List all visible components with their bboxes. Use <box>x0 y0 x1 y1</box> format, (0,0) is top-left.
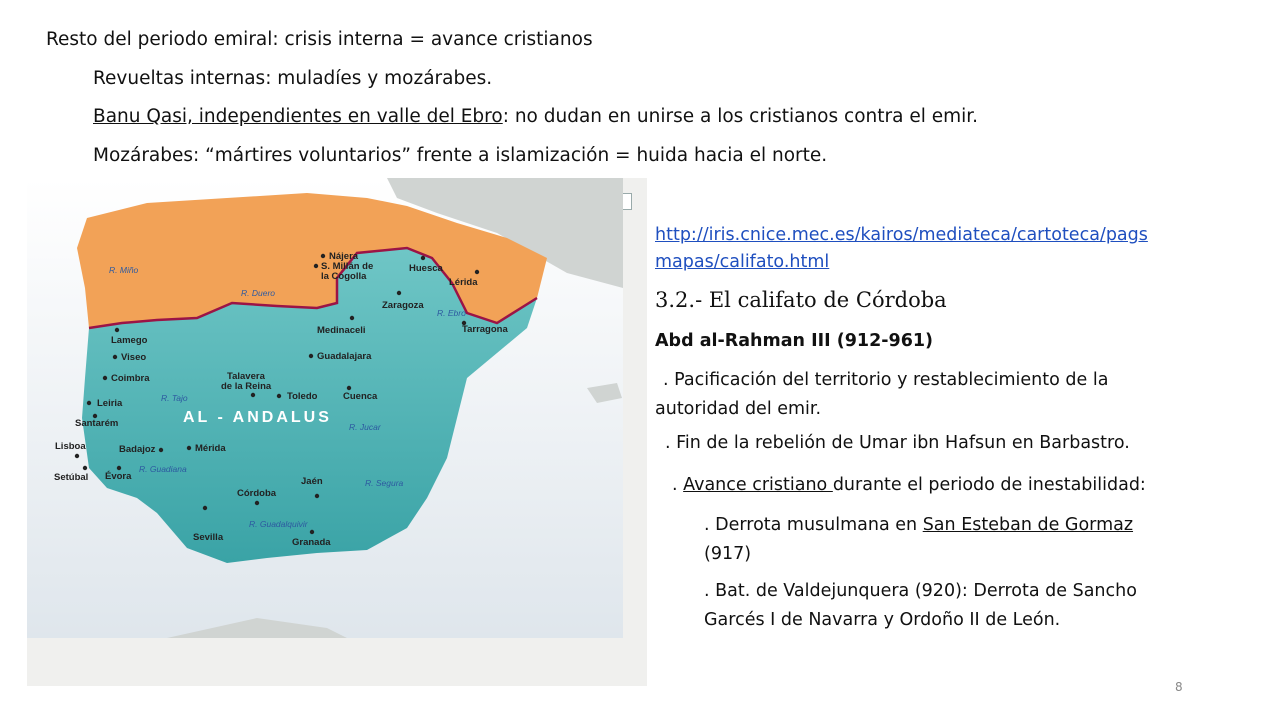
svg-text:Huesca: Huesca <box>409 263 443 274</box>
ruler-name: Abd al-Rahman III (912-961) <box>655 331 934 351</box>
svg-text:Tarragona: Tarragona <box>462 324 508 335</box>
river-tajo: R. Tajo <box>161 393 188 403</box>
svg-text:Jaén: Jaén <box>301 476 323 487</box>
iberia-map-svg <box>27 178 623 638</box>
svg-text:Lamego: Lamego <box>111 335 148 346</box>
svg-text:Toledo: Toledo <box>287 391 318 402</box>
section-heading: 3.2.- El califato de Córdoba <box>655 288 947 312</box>
river-duero: R. Duero <box>241 288 276 298</box>
river-mino: R. Miño <box>109 265 139 275</box>
point-gormaz-l2: (917) <box>704 544 752 564</box>
svg-text:Medinaceli: Medinaceli <box>317 325 366 336</box>
svg-text:Mérida: Mérida <box>195 443 226 454</box>
point-valdejunquera-l1: . Bat. de Valdejunquera (920): Derrota de Sancho <box>704 581 1137 601</box>
svg-text:Lisboa: Lisboa <box>55 441 86 452</box>
source-link-line1[interactable]: http://iris.cnice.mec.es/kairos/mediateca/cartoteca/pags <box>655 225 1148 245</box>
svg-text:Leiria: Leiria <box>97 398 123 409</box>
svg-text:la Cogolla: la Cogolla <box>321 271 367 282</box>
svg-text:Talavera: Talavera <box>227 371 265 382</box>
point-pacificacion <box>655 366 1108 424</box>
point-avance <box>672 471 1146 500</box>
point-avance-underlined: Avance cristiano <box>683 475 833 495</box>
point-valdejunquera-l2: Garcés I de Navarra y Ordoño II de León. <box>704 610 1061 630</box>
source-link[interactable] <box>655 222 1235 276</box>
bullet-revueltas: Revueltas internas: muladíes y mozárabes. <box>93 68 493 89</box>
svg-text:Granada: Granada <box>292 537 331 548</box>
svg-text:Setúbal: Setúbal <box>54 472 89 483</box>
svg-text:Cuenca: Cuenca <box>343 391 378 402</box>
river-ebro: R. Ebro <box>437 308 466 318</box>
svg-text:Viseo: Viseo <box>121 352 147 363</box>
svg-text:Badajoz: Badajoz <box>119 444 156 455</box>
svg-text:Sevilla: Sevilla <box>193 532 224 543</box>
city-san-millan <box>314 261 373 282</box>
source-link-line2[interactable]: mapas/califato.html <box>655 252 830 272</box>
svg-text:S. Millán de: S. Millán de <box>321 261 374 272</box>
map-canvas <box>27 178 647 686</box>
bullet-mozarabes: Mozárabes: “mártires voluntarios” frente a islamización = huida hacia el norte. <box>93 145 828 166</box>
svg-text:Guadalajara: Guadalajara <box>317 351 372 362</box>
svg-text:Lérida: Lérida <box>449 277 478 288</box>
svg-text:Évora: Évora <box>105 471 132 482</box>
svg-text:de la Reina: de la Reina <box>221 381 272 392</box>
gormaz-underlined: San Esteban de Gormaz <box>922 515 1134 535</box>
svg-text:Nájera: Nájera <box>329 251 359 262</box>
point-gormaz-l1: . Derrota musulmana en San Esteban de Gormaz <box>704 515 1134 535</box>
page-number: 8 <box>1175 680 1183 694</box>
river-segura: R. Segura <box>365 478 404 488</box>
point-valdejunquera <box>704 577 1137 635</box>
point-avance-dot: . <box>672 475 684 495</box>
banu-qasi-rest: : no dudan en unirse a los cristianos contra el emir. <box>502 106 979 127</box>
banu-qasi-underlined: Banu Qasi, independientes en valle del Ebro <box>93 106 503 127</box>
point-gormaz <box>704 511 1133 569</box>
point-pacificacion-l1: . Pacificación del territorio y restablecimiento de la <box>663 370 1109 390</box>
svg-text:Córdoba: Córdoba <box>237 488 277 499</box>
river-jucar: R. Jucar <box>349 422 381 432</box>
city-guadalajara <box>309 351 372 362</box>
svg-text:Zaragoza: Zaragoza <box>382 300 424 311</box>
river-guadiana: R. Guadiana <box>139 464 187 474</box>
bullet-banu-qasi <box>93 106 978 127</box>
point-umar: . Fin de la rebelión de Umar ibn Hafsun en Barbastro. <box>665 433 1130 453</box>
svg-text:Santarém: Santarém <box>75 418 119 429</box>
title-line: Resto del periodo emiral: crisis interna = avance cristianos <box>46 29 593 50</box>
svg-text:Coimbra: Coimbra <box>111 373 150 384</box>
river-guadalquivir: R. Guadalquivir <box>249 519 308 529</box>
al-andalus-label: AL - ANDALUS <box>183 409 332 426</box>
point-avance-rest: durante el periodo de inestabilidad: <box>832 475 1146 495</box>
point-pacificacion-l2: autoridad del emir. <box>655 399 822 419</box>
